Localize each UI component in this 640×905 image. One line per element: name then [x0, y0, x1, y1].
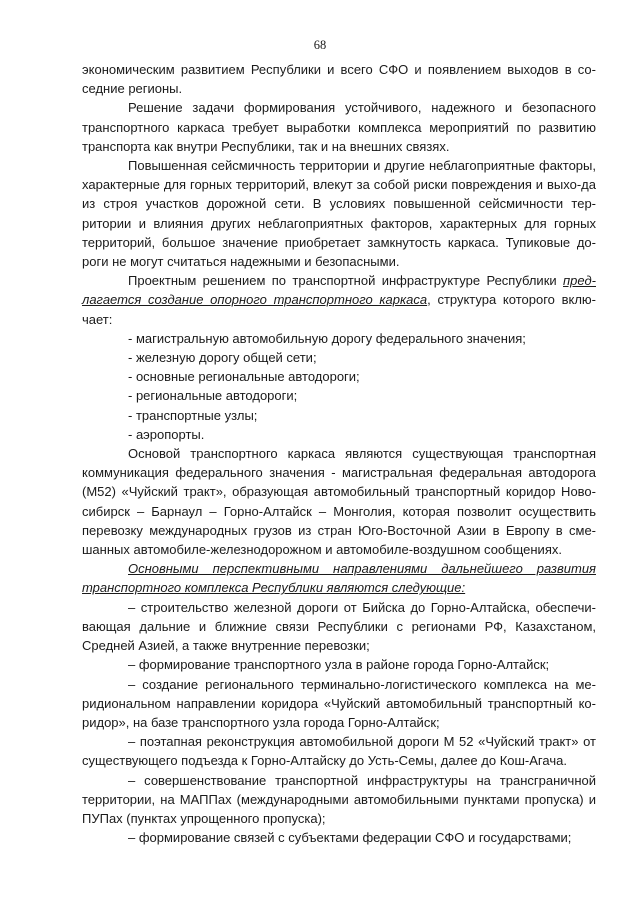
project-decision-text: Проектным решением по транспортной инфраструктуре Республики	[128, 273, 564, 289]
list-item: - региональные автодороги;	[128, 388, 298, 404]
paragraph-transport-framework: Решение задачи формирования устойчивого, надежного и безопасного транспортного каркаса требует выработки комплекса мероприятий по развитию транспорта как внутри Республики, так и на внешних связях.	[82, 100, 596, 154]
list-item: - магистральную автомобильную дорогу федерального значения;	[128, 330, 526, 346]
list-item: - основные региональные автодороги;	[128, 369, 360, 385]
framework-structure-list	[82, 329, 596, 444]
section-heading-directions: Основными перспективными направлениями дальнейшего развития транспортного комплекса Республики являются следующие:	[82, 561, 596, 596]
project-decision-emphasis: пред-лагается создание опорного транспортного каркаса	[82, 273, 596, 308]
list-item: – создание регионального терминально-логистического комплекса на ме-ридиональном направлении коридора «Чуйский автомобильный транспортный ко-ридор», на базе транспортного узла города Горно-Алтайск;	[82, 676, 596, 730]
development-directions-list	[82, 598, 596, 848]
page-number: 68	[313, 38, 327, 52]
list-item: – формирование транспортного узла в районе города Горно-Алтайск;	[128, 657, 550, 673]
list-item: - транспортные узлы;	[128, 407, 258, 423]
list-item: – строительство железной дороги от Бийска до Горно-Алтайска, обеспечи-вающая дальние и ближние связи Республики с регионами РФ, Казахстаном, Средней Азией, а также внутренние перевозки;	[82, 599, 596, 654]
list-item: – формирование связей с субъектами федерации СФО и государствами;	[128, 830, 572, 846]
list-item: – поэтапная реконструкция автомобильной дороги М 52 «Чуйский тракт» от существующего подъезда к Горно-Алтайску до Усть-Семы, далее до Кош-Агача.	[82, 734, 596, 769]
paragraph-seismicity: Повышенная сейсмичность территории и другие неблагоприятные факторы, характерные для горных территорий, влекут за собой риски повреждения и выхо-да из строя участков дорожной сети. В условиях повышенной сейсмичности тер-ритории и влияния других неблагоприятных факторов, характерных для горных территорий, большое значение приобретает замкнутость каркаса. Тупиковые до-роги не могут считаться надежными и безопасными.	[82, 158, 596, 270]
paragraph-continuation: экономическим развитием Республики и всего СФО и появлением выходов в со-седние регионы.	[82, 62, 596, 97]
list-item: - железную дорогу общей сети;	[128, 350, 317, 366]
document-body	[82, 60, 596, 847]
paragraph-chuysky-tract: Основой транспортного каркаса являются существующая транспортная коммуникация федерального значения - магистральная федеральная автодорога (М52) «Чуйский тракт», образующая автомобильный транспортный коридор Ново-сибирск – Барнаул – Горно-Алтайск – Монголия, которая позволит осуществить перевозку международных грузов из стран Юго-Восточной Азии в Европу в сме-шанных автомобиле-железнодорожном и автомобиле-воздушном сообщениях.	[82, 446, 596, 558]
list-item: - аэропорты.	[128, 426, 205, 442]
list-item: – совершенствование транспортной инфраструктуры на трансграничной территории, на МАППах (международными автомобильными пунктами пропуска) и ПУПах (пунктах упрощенного пропуска);	[82, 772, 596, 826]
project-decision-text-end: , структура которого вклю-чает:	[82, 292, 596, 327]
paragraph-project-decision	[82, 271, 596, 329]
